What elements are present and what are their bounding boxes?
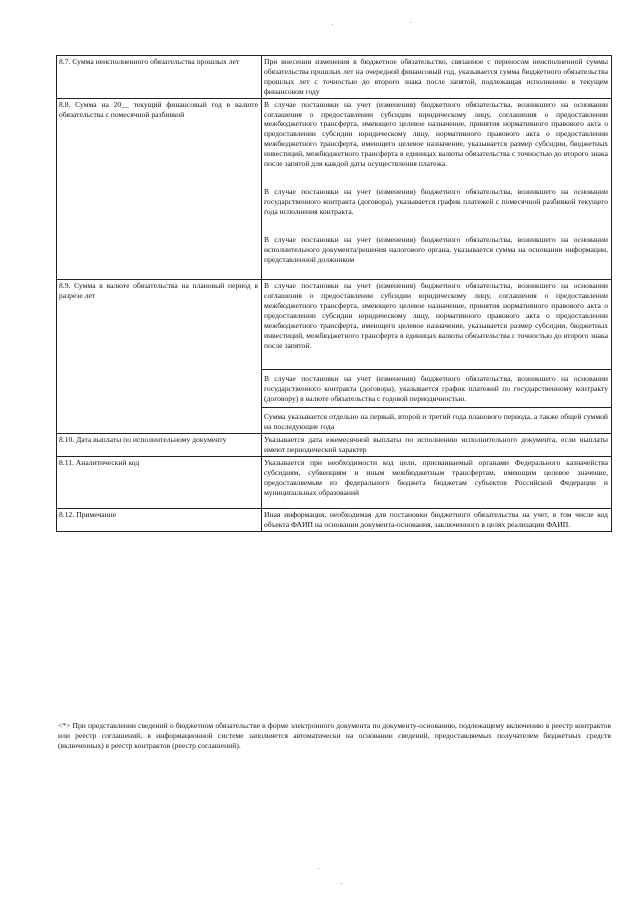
row-label: 8.8. Сумма на 20__ текущий финансовый год в валюте обязательства с помесячной разбивкой — [57, 98, 262, 280]
bo-fields-table — [56, 55, 612, 532]
row-label: 8.11. Аналитический код — [57, 457, 262, 509]
row-description — [262, 457, 612, 509]
scan-speck — [410, 22, 411, 23]
row-label: 8.9. Сумма в валюте обязательства на плановый период в разрезе лет — [57, 280, 262, 434]
description-paragraph: При внесении изменения в бюджетное обязательство, связанное с переносом неисполненной суммы обязательства прошлых лет на очередной финансовый год, указывается сумма бюджетного обязательства прошлых лет с точностью до второго знака после запятой, подлежащая исполнению в текущем финансовом году — [264, 57, 608, 96]
description-paragraph: В случае постановки на учет (изменения) бюджетного обязательства, возникшего на основании соглашения о предоставлении субсидии юридическому лицу, соглашения о предоставлении межбюджетного трансферта, имеющего целевое назначение, принятия нормативного правового акта о предоставлении субсидии юридическому лицу, нормативного правового акта о предоставлении межбюджетного трансферта, имеющего целевое назначение, указывается размер субсидии, бюджетных инвестиций, межбюджетного трансферта в единицах валюты обязательства с точностью до второго знака после запятой. — [264, 281, 608, 350]
table-row — [57, 508, 612, 531]
row-description — [262, 434, 612, 457]
description-paragraph: В случае постановки на учет (изменения) бюджетного обязательства, возникшего на основании исполнительного документа/решения налогового органа, указывается сумма на основании информации, представленной должником — [264, 234, 608, 264]
inner-divider — [262, 369, 611, 372]
table-row — [57, 98, 612, 280]
row-description — [262, 56, 612, 99]
description-paragraph: В случае постановки на учет (изменения) бюджетного обязательства, возникшего на основании соглашения о предоставлении субсидии юридическому лицу, соглашения о предоставлении межбюджетного трансферта, имеющего целевое назначение, принятия нормативного правового акта о предоставлении субсидии юридическому лицу, нормативного правового акта о предоставлении межбюджетного трансферта, имеющего целевое назначение, указывается размер субсидии, бюджетных инвестиций, межбюджетного трансферта в единицах валюты обязательства с точностью до второго знака после запятой для каждой даты осуществления платежа. — [264, 99, 608, 169]
inner-divider — [262, 407, 611, 410]
description-paragraph: Указывается дата ежемесячной выплаты по исполнению исполнительного документа, если выплаты имеют периодический характер — [264, 435, 608, 455]
row-label: 8.12. Примечание — [57, 508, 262, 531]
row-label: 8.10. Дата выплаты по исполнительному документу — [57, 434, 262, 457]
scan-speck — [332, 24, 333, 25]
row-description — [262, 508, 612, 531]
scan-speck — [341, 883, 342, 884]
table-row — [57, 280, 612, 434]
row-description — [262, 98, 612, 280]
row-label: 8.7. Сумма неисполненного обязательства прошлых лет — [57, 56, 262, 99]
table-row — [57, 434, 612, 457]
description-paragraph: Указывается при необходимости код цели, присваиваемый органами Федерального казначейства субсидиям, субвенциям и иным межбюджетным трансфертам, имеющим целевое значение, предоставляемым из федерального бюджета бюджетам субъектов Российской Федерации и муниципальных образований — [264, 458, 608, 497]
description-paragraph: Иная информация, необходимая для постановки бюджетного обязательства на учет, в том числе код объекта ФАИП на основании документа-основания, заключенного в целях реализации ФАИП. — [264, 509, 608, 529]
table-row — [57, 457, 612, 509]
scan-speck — [318, 868, 319, 869]
description-paragraph: В случае постановки на учет (изменения) бюджетного обязательства, возникшего на основании государственного контракта (договора), указывается график платежей по государственному контракту (договору) в валюте обязательства с годовой периодичностью. — [264, 373, 608, 403]
table-row — [57, 56, 612, 99]
description-paragraph: Сумма указывается отдельно на первый, второй и третий года планового периода, а также общей суммой на последующие года — [264, 412, 608, 432]
row-description — [262, 280, 612, 434]
description-paragraph: В случае постановки на учет (изменения) бюджетного обязательства, возникшего на основании государственного контракта (договора), указывается график платежей с помесячной разбивкой текущего года исполнения контракта. — [264, 186, 608, 216]
footnote: <*> При представлении сведений о бюджетном обязательстве в форме электронного документа по документу-основанию, подлежащему включению в реестр контрактов или реестр соглашений, в информационной системе заполняется автоматически на основании сведений, предоставляемых получателем бюджетных средств (включенных) в реестр контрактов (реестр соглашений). — [58, 721, 611, 751]
